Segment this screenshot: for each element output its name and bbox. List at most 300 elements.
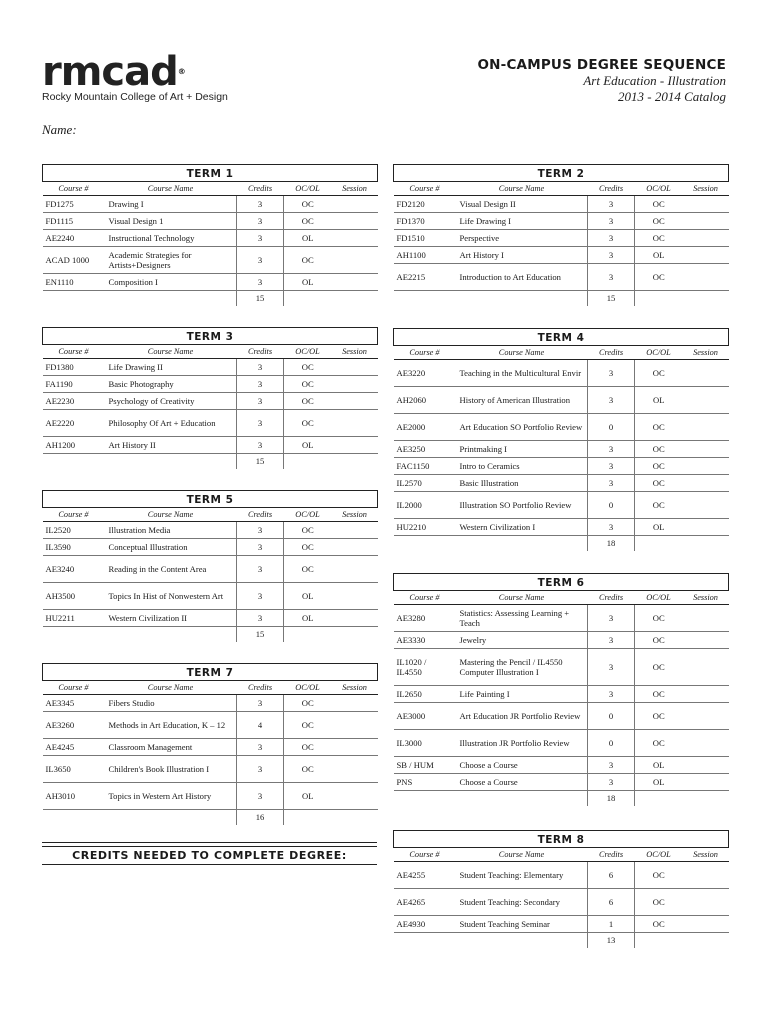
course-credits: 3 [588,519,635,536]
table-row [394,774,729,791]
total-row [43,454,378,470]
course-ocol: OC [635,649,683,686]
course-name: Mastering the Pencil / IL4550 Computer Illustration I [456,649,588,686]
course-credits: 3 [588,649,635,686]
term-total-credits: 18 [588,536,635,552]
total-spacer [105,810,237,826]
table-row [394,360,729,387]
catalog-year: 2013 - 2014 Catalog [618,89,726,104]
course-credits: 3 [237,522,284,539]
term-3-table [42,327,377,469]
course-name: Basic Illustration [456,475,588,492]
term-total-credits: 13 [588,933,635,949]
total-spacer [394,791,456,807]
program-name: Art Education - Illustration [583,73,726,88]
course-session[interactable] [683,230,729,247]
column-header-ocol: OC/OL [284,508,332,522]
course-name: Visual Design II [456,196,588,213]
course-ocol: OC [635,862,683,889]
course-session[interactable] [332,359,378,376]
column-header-credits: Credits [588,591,635,605]
term-title: TERM 5 [43,491,378,508]
term-4-table [393,328,728,551]
course-name: Illustration SO Portfolio Review [456,492,588,519]
course-name: Psychology of Creativity [105,393,237,410]
course-session[interactable] [683,757,729,774]
course-name: Reading in the Content Area [105,556,237,583]
term-total-credits: 15 [237,291,284,307]
table-row [43,522,378,539]
course-name: History of American Illustration [456,387,588,414]
course-number: AE4245 [43,739,105,756]
term-title: TERM 1 [43,165,378,182]
course-ocol: OC [284,739,332,756]
course-name: Life Drawing II [105,359,237,376]
column-header-credits: Credits [237,508,284,522]
term-table [42,327,378,469]
course-credits: 3 [237,437,284,454]
course-ocol: OC [635,441,683,458]
course-session[interactable] [332,712,378,739]
course-ocol: OC [284,556,332,583]
course-number: AH3500 [43,583,105,610]
table-row [43,783,378,810]
course-session[interactable] [332,756,378,783]
course-credits: 3 [588,213,635,230]
course-name: Student Teaching: Elementary [456,862,588,889]
course-session[interactable] [332,739,378,756]
column-header-credits: Credits [237,182,284,196]
course-session[interactable] [332,610,378,627]
course-session[interactable] [332,230,378,247]
course-credits: 3 [588,605,635,632]
course-session[interactable] [683,703,729,730]
course-session[interactable] [683,492,729,519]
total-spacer [635,791,683,807]
column-header-course: Course # [394,591,456,605]
rmcad-logo [42,49,228,103]
term-2-table [393,164,728,306]
course-session[interactable] [332,783,378,810]
term-title: TERM 7 [43,664,378,681]
table-row [394,862,729,889]
course-name: Visual Design 1 [105,213,237,230]
course-session[interactable] [332,539,378,556]
course-number: AH3010 [43,783,105,810]
total-row [394,536,729,552]
column-header-ocol: OC/OL [635,591,683,605]
course-credits: 3 [237,610,284,627]
course-number: IL3590 [43,539,105,556]
course-number: AE3260 [43,712,105,739]
course-name: Methods in Art Education, K – 12 [105,712,237,739]
course-name: Art History II [105,437,237,454]
term-table [42,490,378,642]
total-spacer [284,291,332,307]
course-credits: 3 [588,196,635,213]
course-session[interactable] [683,414,729,441]
table-row [394,230,729,247]
term-title: TERM 3 [43,328,378,345]
document-title: ON-CAMPUS DEGREE SEQUENCE [477,57,726,73]
total-spacer [683,291,729,307]
course-session[interactable] [332,274,378,291]
course-credits: 3 [237,393,284,410]
total-spacer [456,536,588,552]
course-ocol: OL [284,783,332,810]
course-number: ACAD 1000 [43,247,105,274]
column-header-course: Course # [394,182,456,196]
table-row [394,387,729,414]
course-credits: 3 [237,274,284,291]
course-session[interactable] [332,522,378,539]
course-ocol: OC [284,376,332,393]
course-ocol: OC [635,916,683,933]
term-8-table [393,830,728,948]
course-ocol: OL [635,519,683,536]
table-row [394,213,729,230]
course-name: Life Painting I [456,686,588,703]
total-spacer [43,810,105,826]
table-row [394,632,729,649]
course-number: HU2211 [43,610,105,627]
course-number: IL2570 [394,475,456,492]
course-credits: 3 [588,387,635,414]
total-row [394,791,729,807]
term-title: TERM 4 [394,329,729,346]
table-row [394,492,729,519]
course-name: Introduction to Art Education [456,264,588,291]
course-number: FA1190 [43,376,105,393]
course-ocol: OC [284,213,332,230]
column-header-name: Course Name [456,182,588,196]
course-number: AE3000 [394,703,456,730]
course-credits: 3 [237,583,284,610]
course-name: Fibers Studio [105,695,237,712]
course-credits: 3 [588,230,635,247]
column-header-credits: Credits [588,346,635,360]
course-ocol: OL [284,437,332,454]
course-credits: 6 [588,862,635,889]
course-ocol: OL [635,774,683,791]
total-spacer [332,810,378,826]
course-ocol: OC [284,393,332,410]
course-ocol: OL [284,230,332,247]
total-row [43,810,378,826]
course-name: Student Teaching Seminar [456,916,588,933]
table-row [43,739,378,756]
course-credits: 3 [588,686,635,703]
course-ocol: OC [635,213,683,230]
course-number: FD1510 [394,230,456,247]
column-header-name: Course Name [105,681,237,695]
course-number: FD1370 [394,213,456,230]
total-spacer [683,791,729,807]
course-session[interactable] [683,519,729,536]
course-credits: 3 [588,458,635,475]
course-number: AE2240 [43,230,105,247]
course-ocol: OC [284,359,332,376]
table-row [43,213,378,230]
course-number: AE3280 [394,605,456,632]
total-spacer [105,627,237,643]
total-spacer [284,627,332,643]
total-spacer [456,791,588,807]
course-session[interactable] [683,862,729,889]
course-name: Academic Strategies for Artists+Designers [105,247,237,274]
course-number: AE3220 [394,360,456,387]
column-header-course: Course # [43,345,105,359]
course-ocol: OL [635,757,683,774]
course-ocol: OC [635,492,683,519]
course-session[interactable] [332,376,378,393]
course-ocol: OC [284,247,332,274]
course-session[interactable] [683,889,729,916]
course-number: AE3345 [43,695,105,712]
course-session[interactable] [683,264,729,291]
total-spacer [332,454,378,470]
table-row [43,437,378,454]
course-session[interactable] [332,583,378,610]
course-name: Art History I [456,247,588,264]
course-ocol: OC [284,756,332,783]
column-header-name: Course Name [105,182,237,196]
total-spacer [43,627,105,643]
total-spacer [105,454,237,470]
course-number: IL2650 [394,686,456,703]
logo-subtitle: Rocky Mountain College of Art + Design [42,91,228,103]
course-ocol: OC [635,230,683,247]
course-credits: 3 [237,539,284,556]
course-number: FD2120 [394,196,456,213]
total-row [43,627,378,643]
course-credits: 3 [588,360,635,387]
course-number: FD1115 [43,213,105,230]
course-session[interactable] [683,247,729,264]
course-number: IL2520 [43,522,105,539]
course-name: Philosophy Of Art + Education [105,410,237,437]
course-number: IL2000 [394,492,456,519]
course-number: AE3330 [394,632,456,649]
course-session[interactable] [683,196,729,213]
course-credits: 3 [237,556,284,583]
total-spacer [635,536,683,552]
table-row [43,610,378,627]
course-ocol: OC [635,686,683,703]
course-session[interactable] [332,196,378,213]
course-name: Art Education JR Portfolio Review [456,703,588,730]
total-spacer [635,291,683,307]
course-session[interactable] [332,695,378,712]
course-ocol: OC [284,522,332,539]
course-session[interactable] [332,437,378,454]
table-row [43,556,378,583]
total-spacer [683,933,729,949]
total-spacer [456,933,588,949]
course-credits: 3 [237,783,284,810]
course-number: PNS [394,774,456,791]
total-spacer [635,933,683,949]
column-header-name: Course Name [456,346,588,360]
course-number: AE2215 [394,264,456,291]
column-header-course: Course # [43,508,105,522]
course-session[interactable] [683,686,729,703]
column-header-ocol: OC/OL [284,681,332,695]
column-header-course: Course # [43,681,105,695]
table-row [394,458,729,475]
table-row [43,393,378,410]
column-header-credits: Credits [237,345,284,359]
table-row [43,196,378,213]
total-row [394,291,729,307]
course-session[interactable] [683,649,729,686]
course-name: Intro to Ceramics [456,458,588,475]
course-name: Statistics: Assessing Learning + Teach [456,605,588,632]
column-header-session: Session [332,681,378,695]
column-header-course: Course # [394,346,456,360]
course-credits: 3 [237,196,284,213]
course-session[interactable] [683,387,729,414]
table-row [394,414,729,441]
term-total-credits: 18 [588,791,635,807]
table-row [394,730,729,757]
course-credits: 3 [237,213,284,230]
column-header-credits: Credits [237,681,284,695]
course-session[interactable] [683,475,729,492]
course-number: IL1020 / IL4550 [394,649,456,686]
course-session[interactable] [683,360,729,387]
course-name: Topics In Hist of Nonwestern Art [105,583,237,610]
course-ocol: OC [635,414,683,441]
course-name: Printmaking I [456,441,588,458]
course-number: AE4930 [394,916,456,933]
column-header-credits: Credits [588,848,635,862]
logo-wordmark: rmcad® [42,49,186,95]
course-credits: 3 [237,410,284,437]
course-credits: 3 [588,757,635,774]
course-number: AE3250 [394,441,456,458]
column-header-course: Course # [394,848,456,862]
course-credits: 3 [588,247,635,264]
course-name: Teaching in the Multicultural Envir [456,360,588,387]
course-name: Western Civilization I [456,519,588,536]
course-credits: 3 [237,756,284,783]
total-spacer [332,627,378,643]
course-session[interactable] [683,774,729,791]
table-row [43,695,378,712]
table-row [43,247,378,274]
course-session[interactable] [332,393,378,410]
course-credits: 3 [588,475,635,492]
course-credits: 3 [237,695,284,712]
course-credits: 3 [237,739,284,756]
course-session[interactable] [683,441,729,458]
course-ocol: OC [635,360,683,387]
term-total-credits: 16 [237,810,284,826]
term-table [393,573,729,806]
course-ocol: OC [635,632,683,649]
course-credits: 1 [588,916,635,933]
course-number: AE4265 [394,889,456,916]
course-name: Choose a Course [456,757,588,774]
column-header-ocol: OC/OL [635,848,683,862]
table-row [43,376,378,393]
course-session[interactable] [683,213,729,230]
total-spacer [683,536,729,552]
course-credits: 3 [237,230,284,247]
column-header-ocol: OC/OL [284,345,332,359]
course-session[interactable] [683,632,729,649]
total-spacer [43,291,105,307]
table-row [43,539,378,556]
course-name: Jewelry [456,632,588,649]
course-ocol: OC [635,475,683,492]
course-credits: 4 [237,712,284,739]
course-session[interactable] [332,556,378,583]
course-ocol: OL [635,247,683,264]
term-title: TERM 2 [394,165,729,182]
course-ocol: OC [284,539,332,556]
course-name: Perspective [456,230,588,247]
total-spacer [284,454,332,470]
table-row [394,916,729,933]
course-session[interactable] [332,410,378,437]
term-5-table [42,490,377,642]
course-name: Classroom Management [105,739,237,756]
column-header-ocol: OC/OL [635,182,683,196]
course-session[interactable] [683,605,729,632]
term-7-table [42,663,377,825]
table-row [43,583,378,610]
term-total-credits: 15 [588,291,635,307]
table-row [394,889,729,916]
course-session[interactable] [683,916,729,933]
course-number: EN1110 [43,274,105,291]
course-session[interactable] [683,730,729,757]
term-table [393,328,729,551]
course-ocol: OC [635,458,683,475]
course-number: AH2060 [394,387,456,414]
table-row [394,247,729,264]
course-name: Art Education SO Portfolio Review [456,414,588,441]
course-number: IL3650 [43,756,105,783]
total-row [394,933,729,949]
course-session[interactable] [332,247,378,274]
course-ocol: OC [284,196,332,213]
column-header-session: Session [332,345,378,359]
column-header-session: Session [332,508,378,522]
course-number: AE3240 [43,556,105,583]
course-name: Choose a Course [456,774,588,791]
course-ocol: OC [284,410,332,437]
course-credits: 3 [588,632,635,649]
course-ocol: OL [284,583,332,610]
course-name: Illustration Media [105,522,237,539]
credits-needed-label: CREDITS NEEDED TO COMPLETE DEGREE: [42,847,377,865]
course-credits: 3 [237,376,284,393]
course-name: Topics in Western Art History [105,783,237,810]
term-table [42,164,378,306]
course-name: Instructional Technology [105,230,237,247]
course-credits: 3 [588,264,635,291]
course-name: Life Drawing I [456,213,588,230]
term-title: TERM 8 [394,831,729,848]
course-session[interactable] [332,213,378,230]
total-spacer [394,933,456,949]
course-name: Conceptual Illustration [105,539,237,556]
course-session[interactable] [683,458,729,475]
term-total-credits: 15 [237,454,284,470]
